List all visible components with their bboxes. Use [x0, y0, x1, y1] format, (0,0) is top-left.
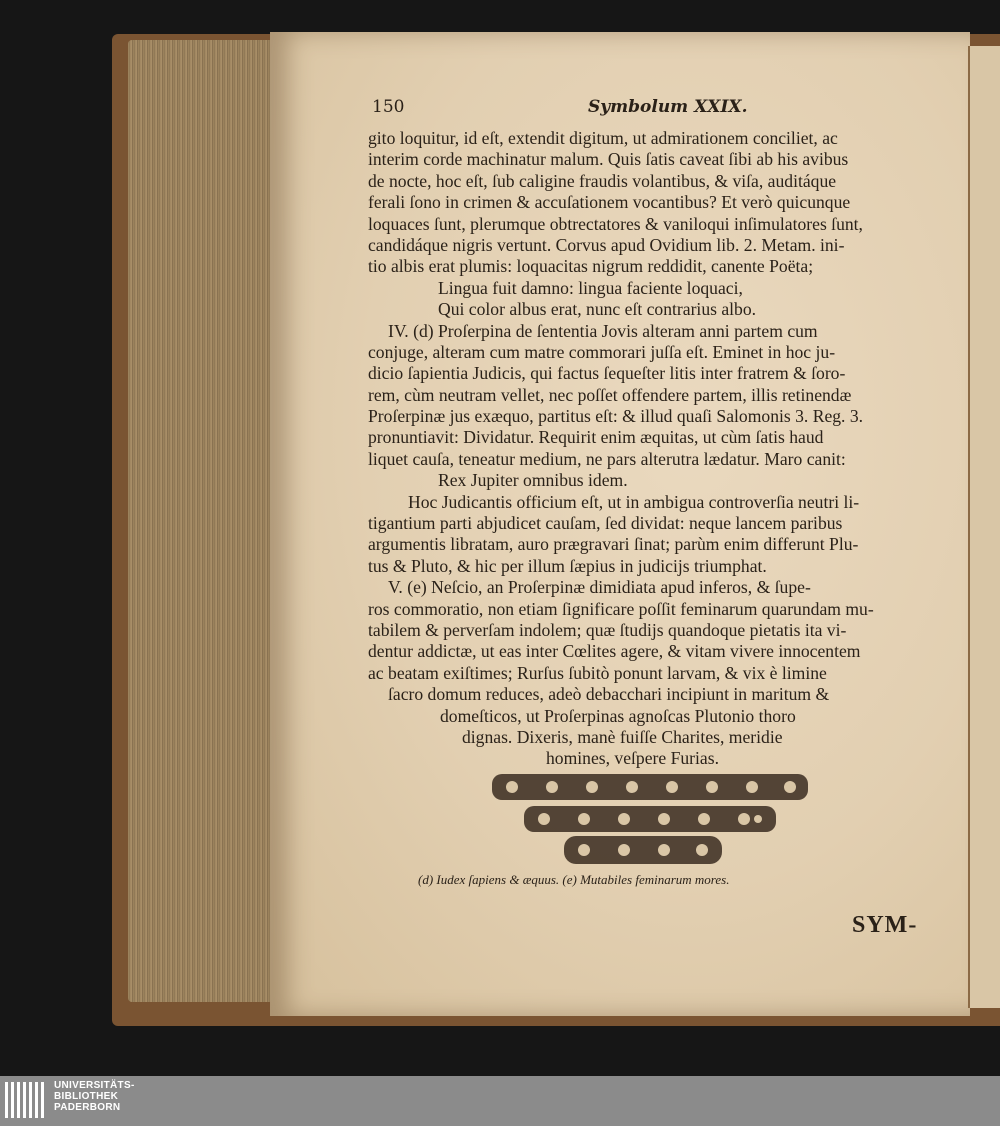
tapered-line: domeſticos, ut Proſerpinas agnoſcas Plutonio thoro — [440, 705, 796, 726]
text-line: argumentis libratam, auro prægravari ſinat; parùm enim differunt Plu- — [368, 534, 859, 555]
text-line: ac beatam exiſtimes; Rurſus ſubitò ponunt larvam, & vix è limine — [368, 662, 827, 683]
text-line: liquet cauſa, teneatur medium, ne pars alterutra lædatur. Maro canit: — [368, 448, 846, 469]
text-line: rem, cùm neutram vellet, nec poſſet offendere partem, illis retinendæ — [368, 384, 852, 405]
paragraph-start: Hoc Judicantis officium eſt, ut in ambigua controverſia neutri li- — [408, 491, 860, 512]
text-line: dentur addictæ, ut eas inter Cœlites agere, & vitam vivere innocentem — [368, 641, 861, 662]
printer-ornament — [490, 770, 810, 870]
section-v-start: V. (e) Neſcio, an Proſerpinæ dimidiata apud inferos, & ſupe- — [388, 577, 811, 598]
library-name-line2: BIBLIOTHEK — [54, 1091, 119, 1102]
library-name-line3: PADERBORN — [54, 1102, 121, 1113]
text-line: conjuge, alteram cum matre commorari juſſa eſt. Eminet in hoc ju- — [368, 341, 836, 362]
library-name-line1: UNIVERSITÄTS- — [54, 1080, 135, 1091]
page-number: 150 — [372, 97, 405, 117]
text-line: tigantium parti abjudicet cauſam, ſed dividat: neque lancem paribus — [368, 513, 843, 534]
footnote: (d) Iudex ſapiens & æquus. (e) Mutabiles feminarum mores. — [418, 872, 730, 887]
text-line: ferali ſono in crimen & accuſationem vocantibus? Et verò quicunque — [368, 192, 851, 213]
facing-page-edge — [968, 46, 1000, 1008]
text-line: de nocte, hoc eſt, ſub caligine fraudis volantibus, & viſa, auditáque — [368, 170, 837, 191]
text-line: gito loquitur, id eſt, extendit digitum, ut admirationem conciliet, ac — [368, 128, 838, 148]
text-line: Proſerpinæ jus exæquo, partitus eſt: & illud quaſi Salomonis 3. Reg. 3. — [368, 406, 864, 427]
verse-line: Qui color albus erat, nunc eſt contrarius albo. — [438, 299, 757, 320]
text-line: dicio ſapientia Judicis, qui factus ſequeſter litis inter fratrem & ſoro- — [368, 363, 846, 384]
section-iv-start: IV. (d) Proſerpina de ſententia Jovis alteram anni partem cum — [388, 320, 818, 341]
text-line: loquaces ſunt, plerumque obtrectatores & vaniloqui inſimulatores ſunt, — [368, 213, 863, 234]
running-head — [372, 97, 932, 125]
tapered-line: dignas. Dixeris, manè fuiſſe Charites, meridie — [462, 726, 783, 747]
verse-line: Lingua fuit damno: lingua faciente loquaci, — [438, 277, 743, 298]
text-line: ros commoratio, non etiam ſignificare poſſit feminarum quarundam mu- — [368, 598, 874, 619]
page-edges — [128, 40, 278, 1002]
text-line: interim corde machinatur malum. Quis ſatis caveat ſibi ab his avibus — [368, 149, 849, 170]
text-line: pronuntiavit: Dividatur. Requirit enim æquitas, ut cùm ſatis haud — [368, 427, 824, 448]
text-line: tabilem & perverſam indolem; quæ ſtudijs quandoque pietatis ita vi- — [368, 619, 847, 640]
text-line: candidáque nigris vertunt. Corvus apud Ovidium lib. 2. Metam. ini- — [368, 234, 845, 255]
running-title: Symbolum XXIX. — [588, 97, 748, 117]
library-name — [54, 1080, 135, 1113]
library-logo-icon — [4, 1080, 46, 1120]
text-line: tus & Pluto, & hic per illum ſæpius in judicijs triumphat. — [368, 555, 767, 576]
catchword: SYM- — [852, 912, 918, 938]
text-line: ſacro domum reduces, adeò debacchari incipiunt in maritum & — [388, 684, 830, 705]
verse-line: Rex Jupiter omnibus idem. — [438, 470, 628, 491]
tapered-line: homines, veſpere Furias. — [546, 748, 719, 769]
library-footer — [0, 1076, 1000, 1126]
body-text — [368, 128, 948, 770]
text-line: tio albis erat plumis: loquacitas nigrum reddidit, canente Poëta; — [368, 256, 814, 277]
